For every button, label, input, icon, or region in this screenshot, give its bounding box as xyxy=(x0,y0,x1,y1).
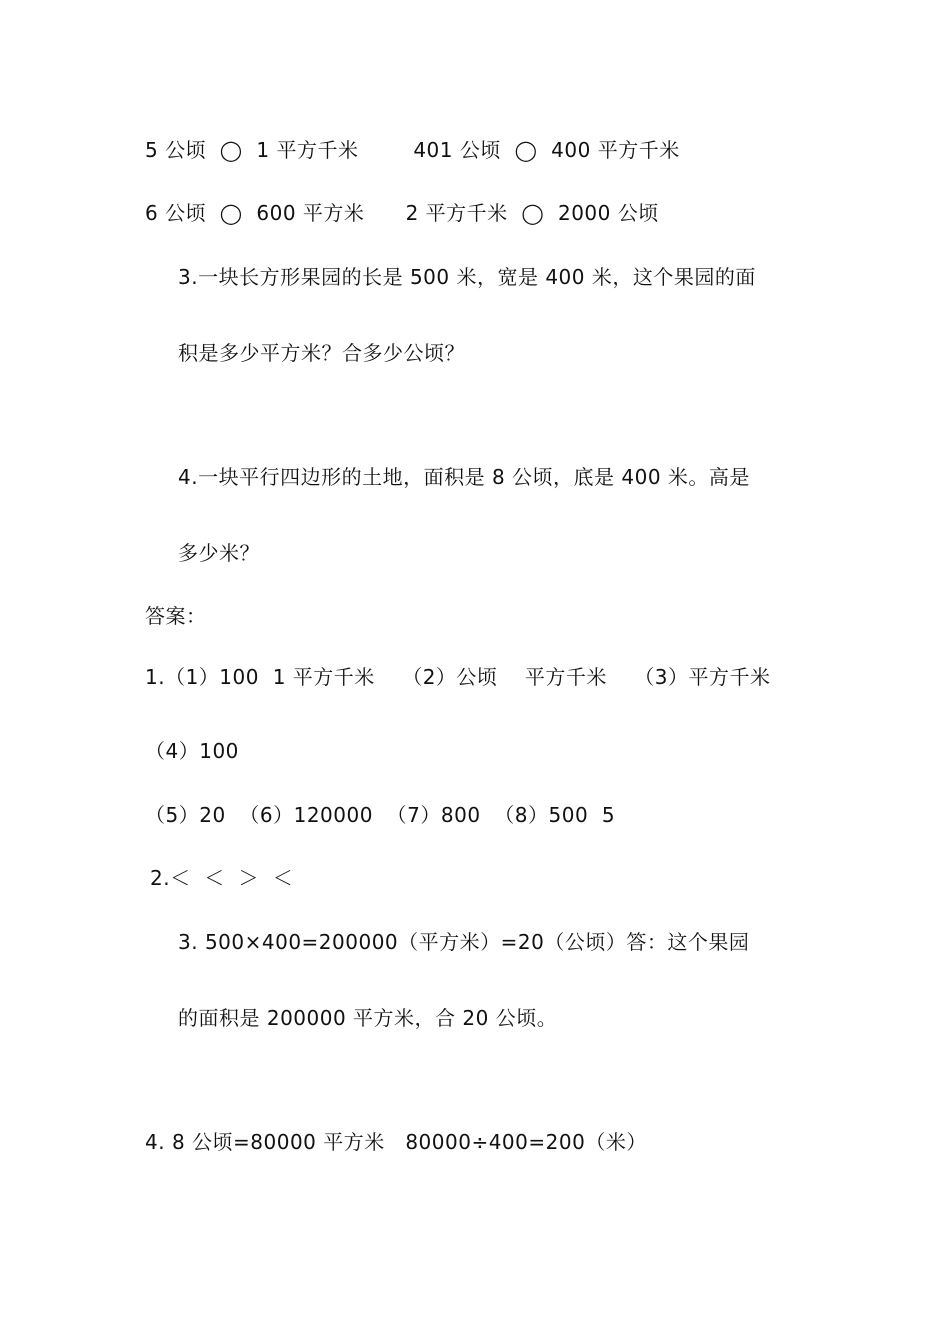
answer-3-line-1: 3. 500×400=200000（平方米）=20（公顷）答：这个果园 xyxy=(178,930,750,954)
question-4-line-1: 4.一块平行四边形的土地，面积是 8 公顷，底是 400 米。高是 xyxy=(178,465,750,489)
compare-row-2: 6 公顷 ◯ 600 平方米 2 平方千米 ◯ 2000 公顷 xyxy=(145,201,659,225)
answer-1-line-2: （4）100 xyxy=(145,739,239,763)
question-3-line-2: 积是多少平方米？合多少公顷？ xyxy=(178,341,465,365)
answer-2: 2.＜ ＜ ＞ ＜ xyxy=(150,866,294,890)
question-4-line-2: 多少米？ xyxy=(178,541,260,565)
answer-1-line-1: 1.（1）100 1 平方千米 （2）公顷 平方千米 （3）平方千米 xyxy=(145,665,771,689)
answer-3-line-2: 的面积是 200000 平方米，合 20 公顷。 xyxy=(178,1006,558,1030)
answer-4: 4. 8 公顷=80000 平方米 80000÷400=200（米） xyxy=(145,1130,647,1154)
question-3-line-1: 3.一块长方形果园的长是 500 米，宽是 400 米，这个果园的面 xyxy=(178,265,756,289)
answer-1-line-3: （5）20 （6）120000 （7）800 （8）500 5 xyxy=(145,803,616,827)
answers-heading: 答案： xyxy=(145,604,207,628)
compare-row-1: 5 公顷 ◯ 1 平方千米 401 公顷 ◯ 400 平方千米 xyxy=(145,138,680,162)
